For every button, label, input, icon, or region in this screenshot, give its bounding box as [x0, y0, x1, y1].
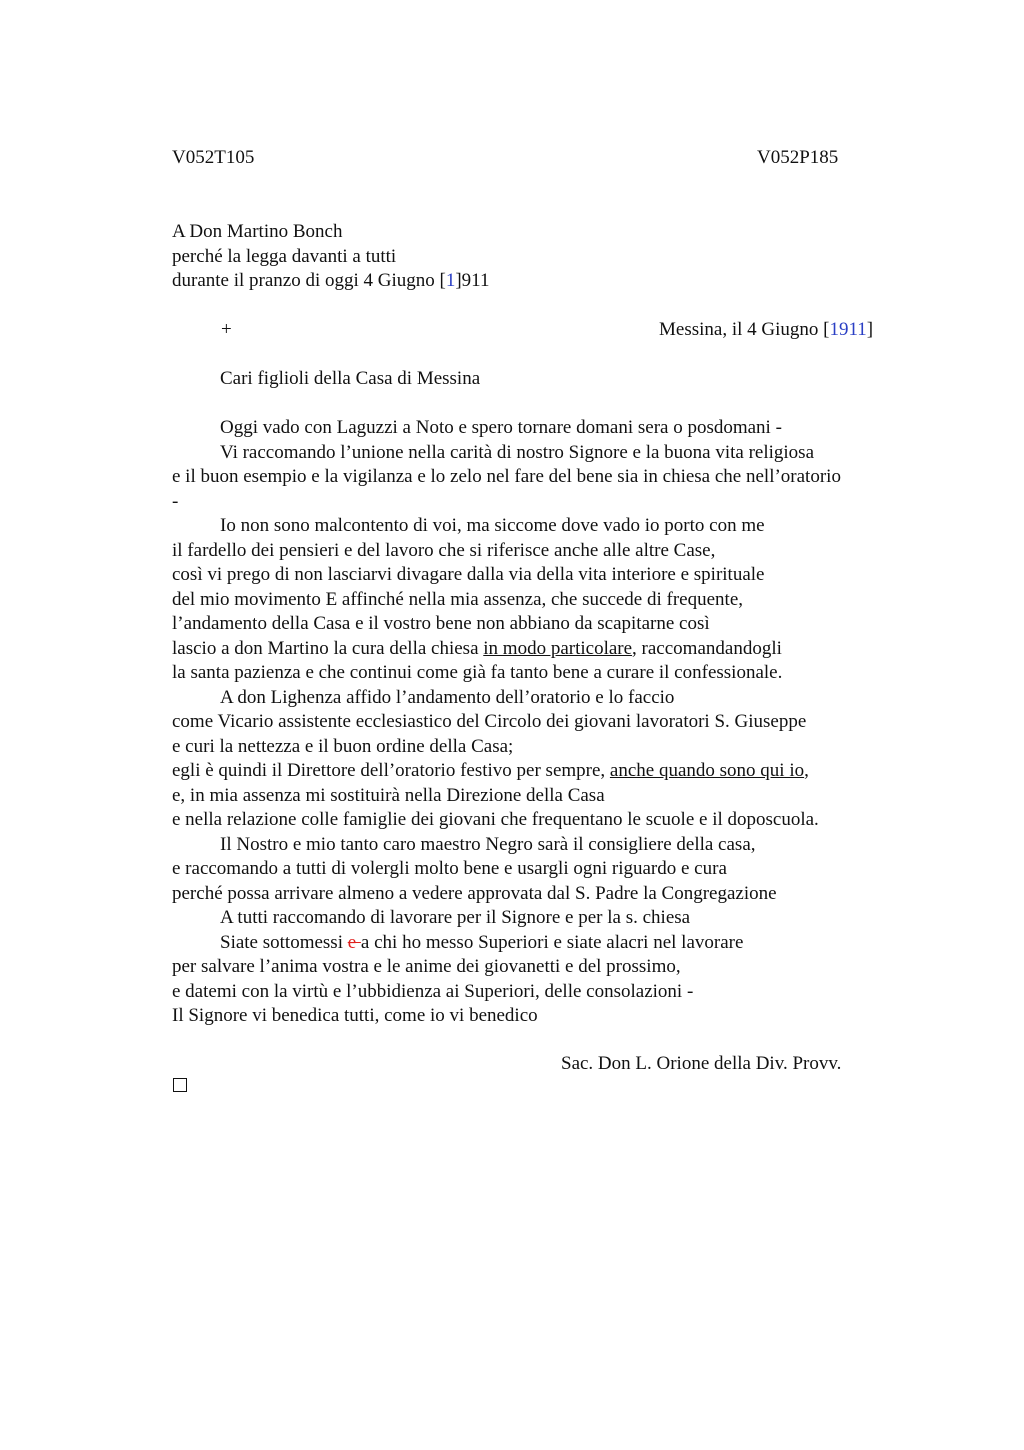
body-line: e curi la nettezza e il buon ordine della Casa; — [172, 735, 514, 757]
struck-word: e — [347, 931, 361, 953]
body-line: e nella relazione colle famiglie dei giovani che frequentano le scuole e il doposcuola. — [172, 809, 819, 830]
body-text: egli è quindi il Direttore dell’oratorio festivo per sempre, — [172, 760, 610, 781]
body-line: - — [172, 490, 179, 512]
body-line: così vi prego di non lasciarvi divagare dalla via della vita interiore e spirituale — [172, 564, 765, 585]
editorial-year: 1911 — [829, 319, 867, 340]
body-line: Io non sono malcontento di voi, ma siccome dove vado io porto con me — [220, 515, 765, 536]
address-line-1: A Don Martino Bonch — [172, 221, 343, 242]
body-line: e, in mia assenza mi sostituirà nella Direzione della Casa — [172, 784, 605, 806]
body-line — [172, 759, 841, 784]
place-date — [659, 318, 873, 342]
body-text: Siate sottomessi — [220, 931, 348, 953]
document-code-left: V052T105 — [172, 147, 255, 168]
body-line: come Vicario assistente ecclesiastico del Circolo dei giovani lavoratori S. Giuseppe — [172, 711, 807, 732]
body-text: , raccomandandogli — [632, 637, 782, 659]
body-line: e datemi con la virtù e l’ubbidienza ai Superiori, delle consolazioni - — [172, 980, 694, 1002]
body-line: il fardello dei pensieri e del lavoro che si riferisce anche alle altre Case, — [172, 539, 716, 561]
underlined-phrase: anche quando sono qui io — [609, 760, 805, 781]
body-line — [172, 931, 841, 956]
body-line: perché possa arrivare almeno a vedere approvata dal S. Padre la Congregazione — [172, 882, 777, 904]
letter-body — [172, 416, 841, 1029]
address-line-2: perché la legga davanti a tutti — [172, 245, 397, 267]
body-line: e il buon esempio e la vigilanza e lo zelo nel fare del bene sia in chiesa che nell’oratorio — [172, 466, 841, 487]
body-text: , — [804, 760, 809, 781]
address-line-3-end: ]911 — [455, 270, 490, 291]
body-line: Il Nostro e mio tanto caro maestro Negro sarà il consigliere della casa, — [220, 833, 756, 855]
body-text: lascio a don Martino la cura della chiesa — [172, 637, 484, 659]
body-line — [172, 637, 841, 662]
body-line: la santa pazienza e che continui come già fa tanto bene a curare il confessionale. — [172, 662, 783, 683]
place-date-end: ] — [866, 319, 874, 340]
address-block — [172, 220, 489, 294]
editorial-insertion: 1 — [445, 270, 456, 291]
body-text: a chi ho messo Superiori e siate alacri nel lavorare — [360, 931, 744, 953]
body-line: Vi raccomando l’unione nella carità di nostro Signore e la buona vita religiosa — [220, 441, 815, 463]
underlined-phrase: in modo particolare — [483, 637, 633, 659]
body-line: A tutti raccomando di lavorare per il Signore e per la s. chiesa — [220, 907, 691, 928]
body-line: del mio movimento E affinché nella mia assenza, che succede di frequente, — [172, 588, 744, 610]
address-line-3 — [172, 269, 489, 294]
body-line: A don Lighenza affido l’andamento dell’oratorio e lo faccio — [220, 686, 675, 708]
end-mark-square-icon — [173, 1078, 187, 1092]
cross-mark: + — [221, 319, 232, 340]
document-code-right: V052P185 — [757, 147, 839, 168]
body-line: l’andamento della Casa e il vostro bene non abbiano da scapitarne così — [172, 613, 710, 634]
salutation: Cari figlioli della Casa di Messina — [220, 368, 481, 389]
body-line: Oggi vado con Laguzzi a Noto e spero tornare domani sera o posdomani - — [220, 417, 782, 438]
address-line-3-text: durante il pranzo di oggi 4 Giugno [ — [172, 270, 446, 291]
body-line: per salvare l’anima vostra e le anime dei giovanetti e del prossimo, — [172, 956, 681, 977]
signature: Sac. Don L. Orione della Div. Provv. — [561, 1053, 842, 1074]
body-line: e raccomando a tutti di volergli molto bene e usargli ogni riguardo e cura — [172, 858, 727, 879]
body-line: Il Signore vi benedica tutti, come io vi benedico — [172, 1005, 538, 1026]
place-date-text: Messina, il 4 Giugno [ — [659, 319, 830, 340]
